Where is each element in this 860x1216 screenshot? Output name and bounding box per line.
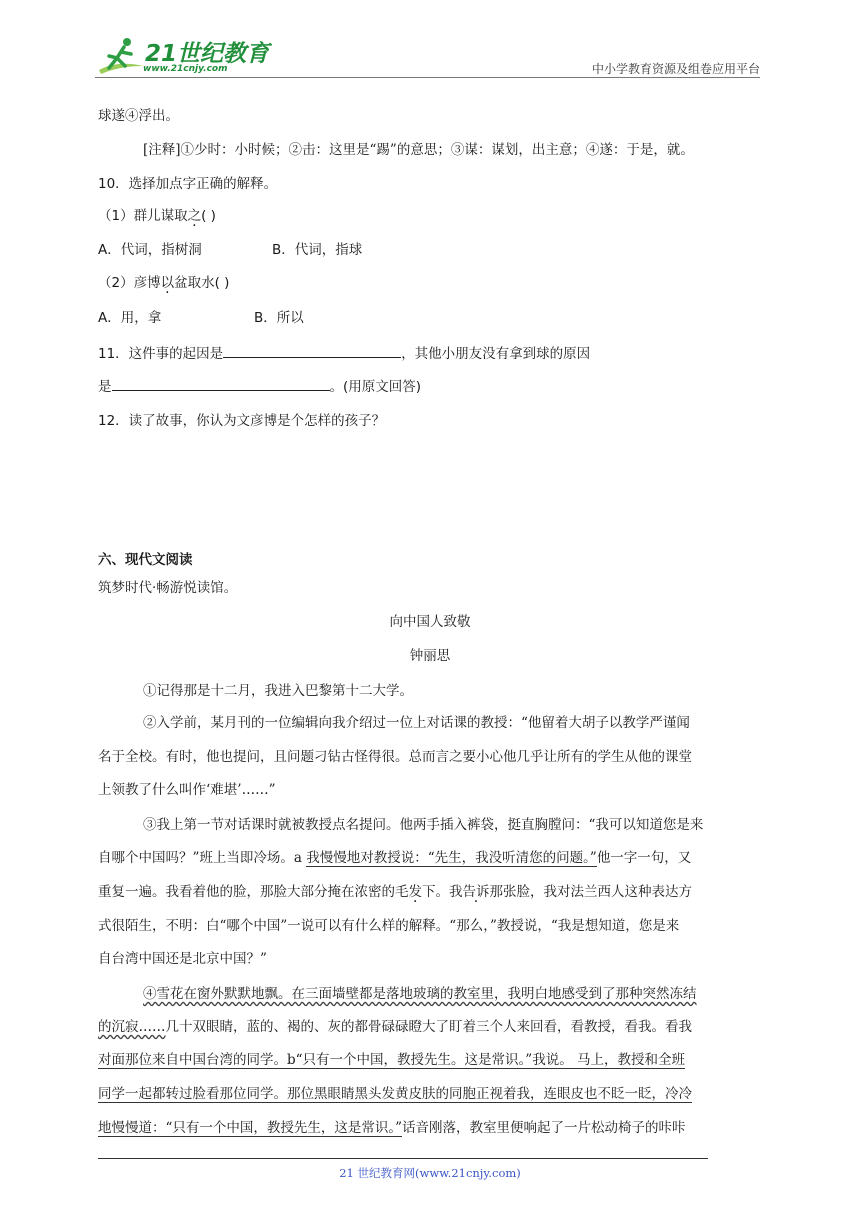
paragraph-3-line-4: 式很陌生，不明：白“哪个中国”一说可以有什么样的解释。“那么，”教授说，“我是想知道，您是来 — [98, 918, 680, 934]
sentence-a-underlined: 我慢慢地对教授说：“先生，我没听清您的问题。” — [306, 850, 597, 866]
question-10-1 — [98, 207, 216, 225]
paragraph-4-line-1 — [143, 985, 697, 1003]
paragraph-3-line-2 — [98, 849, 691, 867]
q10-2-rest: 盆取水( ) — [174, 275, 230, 291]
q11-2-prefix: 是 — [98, 379, 112, 395]
footer-divider — [98, 1158, 708, 1159]
section-heading-6: 六、现代文阅读 — [98, 552, 193, 568]
paragraph-4-line-4 — [98, 1085, 692, 1103]
header-divider — [95, 77, 760, 78]
text-line: 球遂④浮出。 — [98, 108, 179, 124]
paragraph-3-line-5: 自台湾中国还是北京中国？” — [98, 951, 267, 967]
p4-4-underlined: 同学一起都转过脸看那位同学。那位黑眼睛黑头发黄皮肤的同胞正视着我，连眼皮也不眨一眨，冷冷 — [98, 1086, 692, 1102]
p4-1-wavy: ④雪花在窗外默默地飘。在三面墙壁都是落地玻璃的教室里，我明白地感受到了那种突然冻结 — [143, 986, 697, 1002]
question-10-2 — [98, 274, 229, 292]
p3-3-dotted-char: 发 — [408, 884, 422, 900]
question-11 — [98, 343, 590, 363]
question-10: 10．选择加点字正确的解释。 — [98, 176, 278, 192]
q10-2-option-b: B．所以 — [254, 310, 304, 326]
q10-1-prefix: （1）群儿谋取 — [98, 208, 188, 224]
paragraph-3-line-1: ③我上第一节对话课时就被教授点名提问。他两手插入裤袋，挺直胸膛问：“我可以知道您是来 — [143, 817, 704, 833]
logo-text: 21世纪教育 — [145, 41, 270, 67]
article-title: 向中国人致敬 — [389, 614, 471, 630]
p3-3-middle: 下。我 — [422, 884, 463, 900]
p4-5-suffix: 话音刚落，教室里便响起了一片松动椅子的咔咔 — [402, 1120, 686, 1136]
logo-url: www.21cnjy.com — [143, 64, 228, 74]
q10-1-blank: ( ) — [201, 208, 216, 224]
header-platform-name: 中小学教育资源及组卷应用平台 — [591, 62, 760, 76]
p4-2-suffix: 几十双眼睛，蓝的、褐的、灰的都骨碌碌瞪大了盯着三个人来回看，看教授，看我。看我 — [165, 1019, 692, 1035]
q11-middle: ，其他小朋友没有拿到球的原因 — [401, 346, 591, 362]
q10-1-option-a: A．代词，指树洞 — [98, 242, 202, 258]
p3-2-suffix: 他一字一句，又 — [596, 850, 692, 866]
article-author: 钟丽思 — [409, 648, 451, 664]
paragraph-4-line-5 — [98, 1119, 686, 1137]
q11-prefix: 11．这件事的起因是 — [98, 346, 224, 362]
q10-2-option-a: A．用，拿 — [98, 310, 162, 326]
paragraph-4-line-3 — [98, 1051, 685, 1069]
p4-5-underlined: 地慢慢道：“只有一个中国，教授先生，这是常识。” — [98, 1120, 403, 1136]
section-intro: 筑梦时代·畅游悦读馆。 — [98, 580, 238, 596]
sentence-b-underlined: 对面那位来自中国台湾的同学。b“只有一个中国，教授先生。这是常识。”我说。 马上，教授和全班 — [98, 1052, 685, 1068]
paragraph-4-line-2 — [98, 1018, 692, 1036]
question-12: 12．读了故事，你认为文彦博是个怎样的孩子？ — [98, 413, 386, 429]
question-11-cont — [98, 376, 421, 396]
paragraph-2-line-1: ②入学前，某月刊的一位编辑向我介绍过一位上对话课的教授：“他留着大胡子以教学严谨闻 — [143, 715, 690, 731]
footer-link[interactable]: 21 世纪教育网(www.21cnjy.com) — [339, 1166, 521, 1180]
q10-1-option-b: B．代词，指球 — [272, 242, 363, 258]
annotation-note: [注释]①少时：小时候；②击：这里是“踢”的意思；③谋：谋划，出主意；④遂：于是，就。 — [143, 142, 694, 158]
page-header — [95, 30, 760, 80]
p3-2-prefix: 自哪个中国吗？”班上当即冷场。a — [98, 850, 307, 866]
paragraph-3-line-3 — [98, 883, 692, 901]
q11-2-suffix: 。(用原文回答) — [329, 379, 422, 395]
paragraph-2-line-2: 名于全校。有时，他也提问，且问题刁钻古怪得很。总而言之要小心他几乎让所有的学生从他的课堂 — [98, 749, 692, 765]
site-logo — [95, 32, 270, 78]
q11-answer-blank-2[interactable] — [112, 376, 330, 391]
q10-2-dotted-char: 以 — [160, 275, 175, 291]
paragraph-1: ①记得那是十二月，我进入巴黎第十二大学。 — [143, 683, 413, 699]
p4-2-wavy: 的沉寂…… — [98, 1019, 166, 1035]
q10-2-prefix: （2）彦博 — [98, 275, 161, 291]
p3-3-prefix: 重复一遍。我看着他的脸，那脸大部分掩在浓密的毛 — [98, 884, 409, 900]
p3-3-dotted-word: 告诉 — [462, 884, 490, 900]
paragraph-2-line-3: 上领教了什么叫作‘难堪’……” — [98, 782, 276, 798]
runner-logo-icon — [97, 36, 147, 76]
q11-answer-blank-1[interactable] — [223, 343, 401, 358]
q10-1-dotted-char: 之 — [187, 208, 202, 224]
p3-3-suffix: 那张脸，我对法兰西人这种表达方 — [489, 884, 692, 900]
